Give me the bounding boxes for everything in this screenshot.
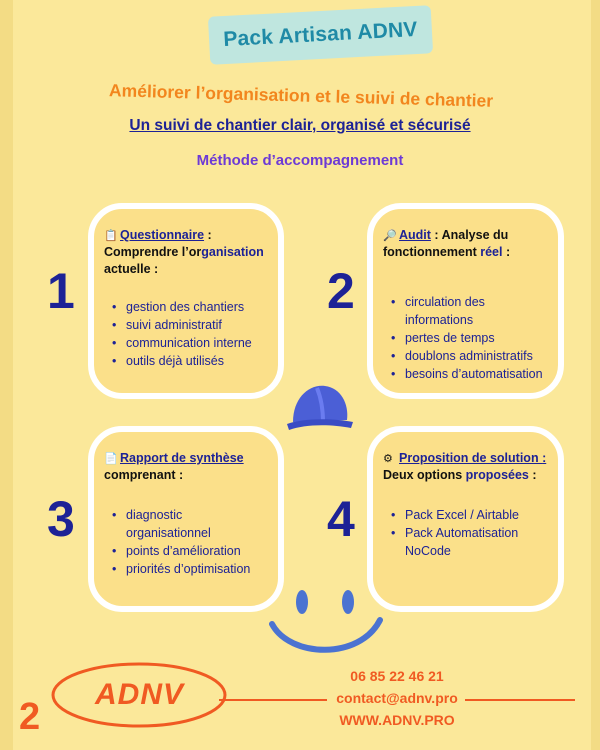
card-title-part: ganisation — [201, 244, 264, 259]
card-title-part: Deux options — [383, 467, 466, 482]
flyer — [13, 0, 591, 750]
smiley-face-icon — [268, 588, 388, 663]
card-title — [104, 450, 268, 484]
card-lead: Rapport de synthèse — [120, 451, 244, 465]
list-item: • Pack Excel / Airtable — [383, 506, 548, 524]
card-title-part: : — [528, 467, 537, 482]
email-address[interactable]: contact@adnv.pro — [336, 690, 458, 706]
card-title-part: : — [204, 228, 212, 242]
list-item: • circulation des informations — [383, 293, 548, 329]
card-list — [104, 298, 268, 371]
page-number: 2 — [19, 696, 41, 738]
step-number-1: 1 — [47, 263, 75, 319]
card-lead: Proposition de solution — [399, 451, 543, 465]
hard-hat-icon — [285, 378, 355, 438]
magnifier-icon: 🔎 — [383, 230, 397, 242]
badge-pack-artisan: Pack Artisan ADNV — [208, 5, 433, 65]
card-title-part: : Analyse du — [430, 228, 509, 242]
card-list — [104, 506, 268, 579]
website-link[interactable]: WWW.ADNV.PRO — [339, 712, 455, 728]
step-card-questionnaire — [88, 203, 284, 399]
list-item: • besoins d’automatisation — [383, 365, 548, 383]
list-item: • communication interne — [104, 334, 268, 352]
card-list — [383, 293, 548, 384]
method-heading: Méthode d’accompagnement — [196, 152, 404, 169]
card-list — [383, 506, 548, 560]
document-icon: 📄 — [104, 453, 118, 465]
card-title-part: : — [542, 451, 547, 465]
card-title-part: proposées — [465, 467, 529, 482]
card-lead: Audit — [399, 228, 431, 242]
list-item: • priorités d’optimisation — [104, 560, 268, 578]
card-title — [104, 227, 268, 278]
subtitle: Améliorer l’organisation et le suivi de chantier — [108, 80, 494, 111]
list-item: • doublons administratifs — [383, 347, 548, 365]
gear-icon: ⚙ — [383, 453, 393, 465]
card-title — [383, 450, 548, 484]
card-title-part: réel — [480, 244, 503, 259]
step-card-proposition — [367, 426, 564, 612]
card-title-part: comprenant : — [104, 467, 184, 482]
clipboard-icon: 📋 — [104, 230, 118, 242]
list-item: • Pack Automatisation NoCode — [383, 524, 548, 560]
step-number-2: 2 — [327, 263, 355, 319]
step-card-rapport — [88, 426, 284, 612]
logo-adnv: ADNV — [95, 678, 185, 711]
phone-number: 06 85 22 46 21 — [350, 668, 444, 684]
card-title — [383, 227, 548, 261]
step-number-3: 3 — [47, 491, 75, 547]
card-title-part: actuelle : — [104, 261, 159, 276]
card-title-part: Comprendre l’or — [104, 244, 202, 259]
card-lead: Questionnaire — [120, 228, 205, 242]
list-item: • gestion des chantiers — [104, 298, 268, 316]
list-item: • diagnostic organisationnel — [104, 506, 268, 542]
list-item: • pertes de temps — [383, 329, 548, 347]
list-item: • outils déjà utilisés — [104, 352, 268, 370]
tagline: Un suivi de chantier clair, organisé et sécurisé — [129, 117, 471, 134]
list-item: • points d’amélioration — [104, 542, 268, 560]
list-item: • suivi administratif — [104, 316, 268, 334]
step-number-4: 4 — [327, 491, 355, 547]
step-card-audit — [367, 203, 564, 399]
card-title-part: : — [502, 244, 511, 259]
card-title-part: fonctionnement — [383, 244, 481, 259]
